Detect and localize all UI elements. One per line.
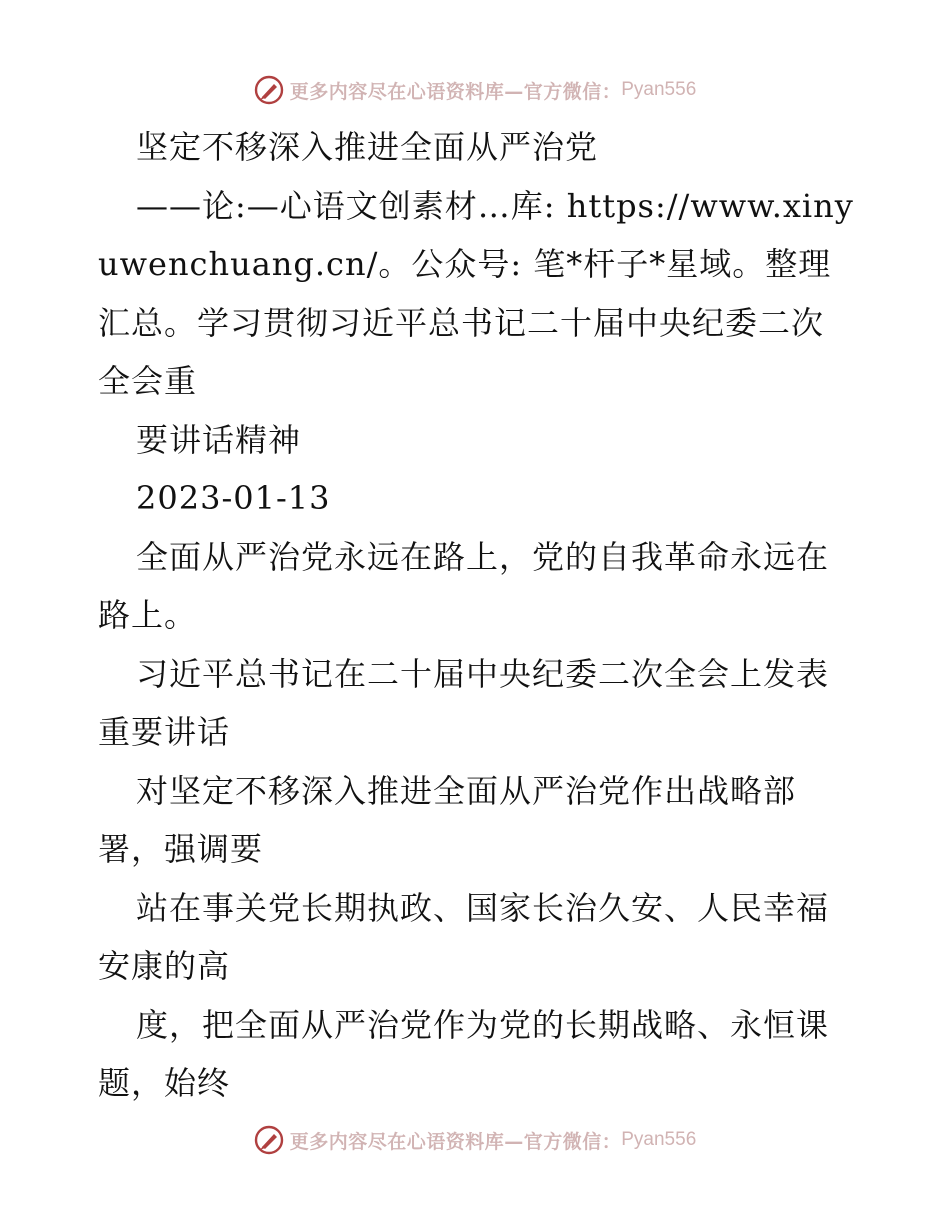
paragraph-subtitle: 要讲话精神 bbox=[136, 420, 302, 459]
header-watermark-banner bbox=[0, 70, 950, 110]
watermark-wechat-id: Pyan556 bbox=[621, 79, 697, 100]
paragraph-body: 习近平总书记在二十届中央纪委二次全会上发表重要讲话 bbox=[98, 654, 830, 751]
watermark-text: 更多内容尽在心语资料库—官方微信： bbox=[289, 1130, 622, 1153]
paragraph-body: 对坚定不移深入推进全面从严治党作出战略部署，强调要 bbox=[98, 771, 797, 868]
paragraph-date: 2023-01-13 bbox=[136, 479, 331, 517]
paragraph-body: 站在事关党长期执政、国家长治久安、人民幸福安康的高 bbox=[98, 888, 830, 985]
quill-pen-logo-icon bbox=[254, 75, 284, 105]
document-body bbox=[98, 118, 856, 1113]
quill-pen-logo-icon bbox=[254, 1125, 284, 1155]
paragraph-body: 全面从严治党永远在路上，党的自我革命永远在路上。 bbox=[98, 537, 830, 634]
footer-watermark-banner bbox=[0, 1120, 950, 1160]
paragraph-body: 度，把全面从严治党作为党的长期战略、永恒课题，始终 bbox=[98, 1005, 830, 1102]
watermark-wechat-id: Pyan556 bbox=[621, 1129, 697, 1150]
paragraph-source: ——论:—心语文创素材…库: https://www.xinyuwenchuang.cn/。公众号: 笔*杆子*星域。整理汇总。学习贯彻习近平总书记二十届中央纪委二次全会重 bbox=[98, 186, 854, 400]
watermark-text: 更多内容尽在心语资料库—官方微信： bbox=[289, 80, 622, 103]
paragraph-title: 坚定不移深入推进全面从严治党 bbox=[136, 128, 599, 166]
